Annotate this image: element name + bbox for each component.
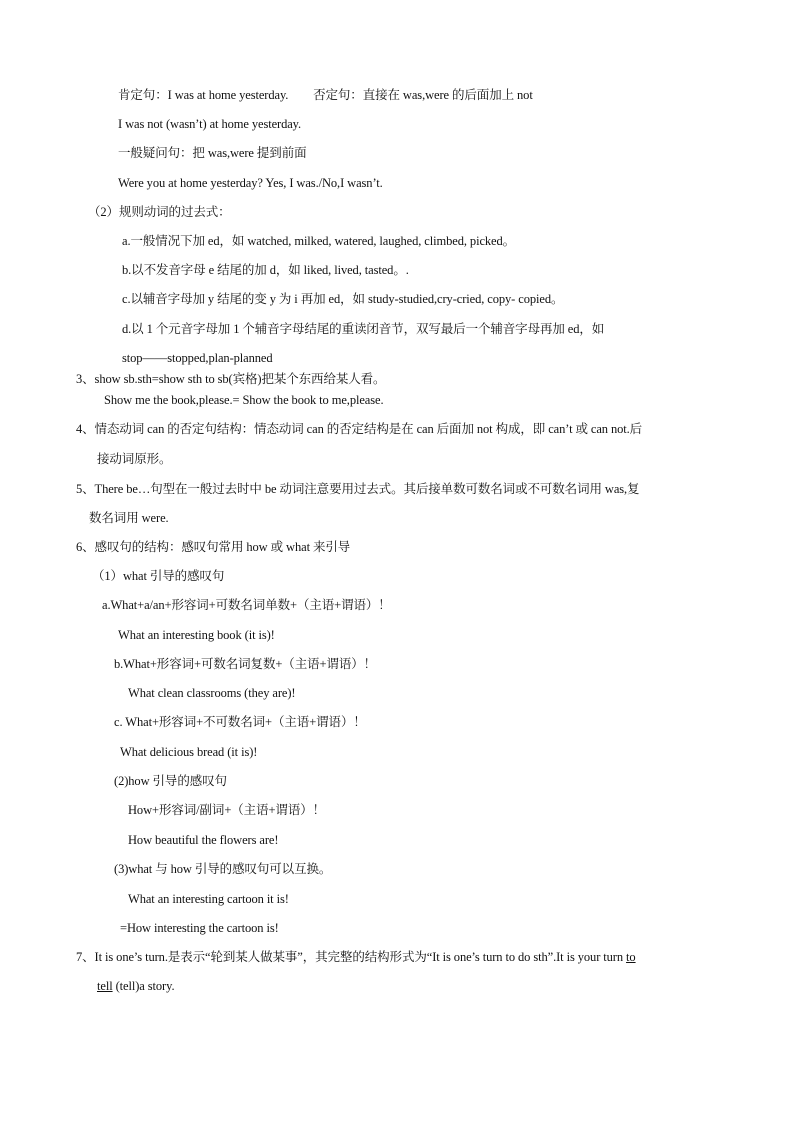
example-sentence: =How interesting the cartoon is!: [120, 921, 279, 935]
text-line: c. What+形容词+不可数名词+（主语+谓语）！: [114, 715, 366, 729]
example-sentence: How beautiful the flowers are!: [128, 833, 279, 847]
item-text: (tell)a story.: [112, 979, 175, 993]
underlined-answer: to: [626, 950, 636, 964]
example-sentence: What an interesting cartoon it is!: [128, 892, 289, 906]
underlined-answer: tell: [97, 979, 113, 993]
section-heading: （2）规则动词的过去式：: [88, 205, 231, 219]
text-line: b.以不发音字母 e 结尾的加 d，如 liked, lived, tasted。.: [122, 263, 409, 277]
numbered-item: [76, 949, 636, 965]
numbered-item: 5、There be…句型在一般过去时中 be 动词注意要用过去式。其后接单数可数名词或不可数名词用 was,复: [76, 482, 640, 496]
item-text: 7、It is one’s turn.是表示“轮到某人做某事”，其完整的结构形式为“It is one’s turn to do sth”.It is your turn: [76, 950, 624, 964]
text-line: d.以 1 个元音字母加 1 个辅音字母结尾的重读闭音节，双写最后一个辅音字母再加 ed，如: [122, 322, 605, 336]
numbered-item: 6、感叹句的结构：感叹句常用 how 或 what 来引导: [76, 540, 351, 554]
section-heading: (2)how 引导的感叹句: [114, 774, 227, 788]
text-line: 一般疑问句：把 was,were 提到前面: [118, 146, 307, 160]
text-line: 接动词原形。: [97, 452, 172, 466]
numbered-item: 3、show sb.sth=show sth to sb(宾格)把某个东西给某人看。: [76, 372, 386, 386]
text-line: b.What+形容词+可数名词复数+（主语+谓语）！: [114, 657, 377, 671]
example-sentence: What an interesting book (it is)!: [118, 628, 275, 642]
text-line: 肯定句：I was at home yesterday. 否定句：直接在 was,were 的后面加上 not: [118, 88, 533, 102]
text-line: I was not (wasn’t) at home yesterday.: [118, 117, 302, 131]
text-line: stop——stopped,plan-planned: [122, 351, 273, 365]
numbered-item: 4、情态动词 can 的否定句结构：情态动词 can 的否定结构是在 can 后面加 not 构成，即 can’t 或 can not.后: [76, 422, 643, 436]
text-line: a.What+a/an+形容词+可数名词单数+（主语+谓语）！: [102, 598, 391, 612]
section-heading: (3)what 与 how 引导的感叹句可以互换。: [114, 862, 332, 876]
text-line: a.一般情况下加 ed，如 watched, milked, watered, laughed, climbed, picked。: [122, 234, 516, 248]
text-line: 数名词用 were.: [89, 511, 169, 525]
text-line: [97, 978, 174, 994]
text-line: Were you at home yesterday? Yes, I was./No,I wasn’t.: [118, 176, 383, 190]
example-sentence: What delicious bread (it is)!: [120, 745, 258, 759]
text-line: Show me the book,please.= Show the book to me,please.: [104, 393, 384, 407]
text-line: c.以辅音字母加 y 结尾的变 y 为 i 再加 ed，如 study-studied,cry-cried, copy- copied。: [122, 292, 564, 306]
section-heading: （1）what 引导的感叹句: [92, 569, 225, 583]
text-line: How+形容词/副词+（主语+谓语）！: [128, 803, 326, 817]
example-sentence: What clean classrooms (they are)!: [128, 686, 296, 700]
